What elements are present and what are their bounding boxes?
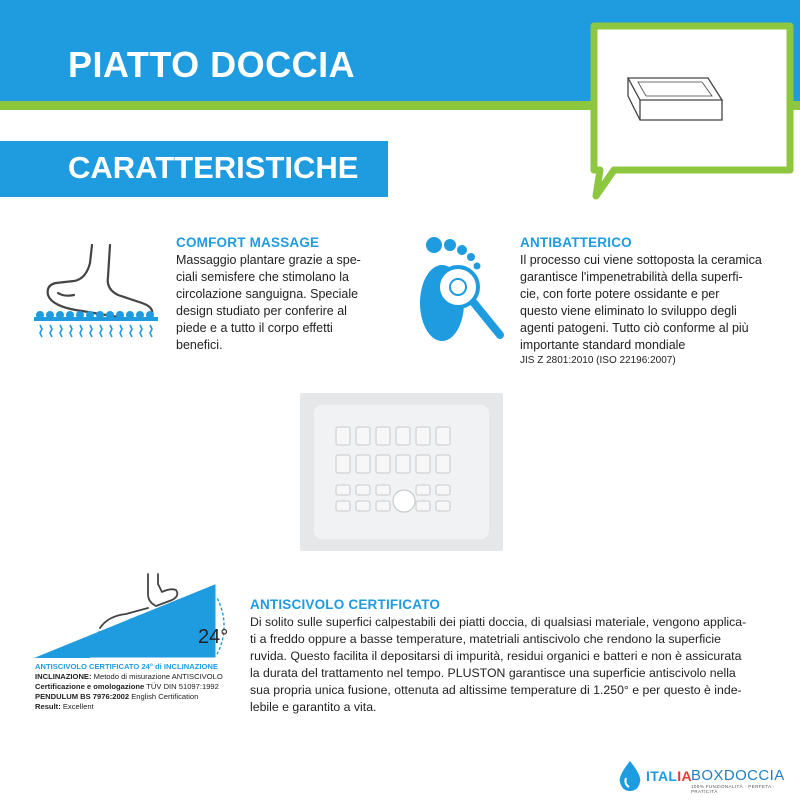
antibatterico-title: ANTIBATTERICO — [520, 235, 632, 250]
antislip-certification-caption: ANTISCIVOLO CERTIFICATO 24° di INCLINAZIONE INCLINAZIONE: Metodo di misurazione ANTISCIVOLO Certificazione e omologazione TÜV DIN 51097:1992 PENDULUM BS 7976:2002 English Certification Result: Excellent — [35, 662, 223, 711]
antibatterico-standard: JIS Z 2801:2010 (ISO 22196:2007) — [520, 355, 676, 366]
antibatterico-description: Il processo cui viene sottoposta la ceramica garantisce l'impenetrabilità della superfi- cie, con forte potere ossidante e per questo viene eliminato lo sviluppo degli agenti patogeni. Tutto ciò conforme al più importante standard mondiale — [520, 253, 762, 352]
page-title: PIATTO DOCCIA — [68, 44, 356, 85]
tray-pattern-icon — [314, 405, 489, 539]
shower-tray-surface — [314, 405, 489, 539]
logo-boxdoccia: BOXDOCCIA — [691, 767, 785, 784]
water-drop-icon — [616, 760, 644, 792]
antiscivolo-title: ANTISCIVOLO CERTIFICATO — [250, 597, 441, 612]
antislip-angle-label: 24° — [198, 626, 229, 648]
comfort-description: Massaggio plantare grazie a spe- ciali semisfere che stimolano la circolazione sanguigna. Speciale design studiato per conferire al piede e a tutto il corpo effetti benefici. — [176, 253, 361, 352]
shower-tray-image — [300, 393, 503, 551]
antiscivolo-description: Di solito sulle superfici calpestabili dei piatti doccia, di qualsiasi materiale, vengono applica- ti a freddo oppure a basse temperature, matetriali antiscivolo che rendono la superficie ruvida. Questo facilita il depositarsi di impurità, residui organici e batteri e non è assicurata la durata del trattamento nel tempo. PLUSTON garantisce una superficie antiscivolo nella sua propria unica fusione, ottenuta ad altissime temperature di 1.250° e per questo è inde- lebile e garantito a vita. — [250, 615, 747, 714]
shower-tray-bubble-icon — [590, 20, 800, 200]
italiaboxdoccia-logo — [612, 758, 792, 792]
page-subtitle: CARATTERISTICHE — [68, 150, 359, 185]
antibacterial-foot-icon — [400, 225, 510, 350]
comfort-title: COMFORT MASSAGE — [176, 235, 320, 250]
logo-tagline: 100% FUNZIONALITÀ · PERFETA · PRATICITÀ — [691, 784, 775, 794]
foot-massage-icon — [30, 235, 165, 345]
logo-italia: ITALIA — [646, 768, 692, 784]
